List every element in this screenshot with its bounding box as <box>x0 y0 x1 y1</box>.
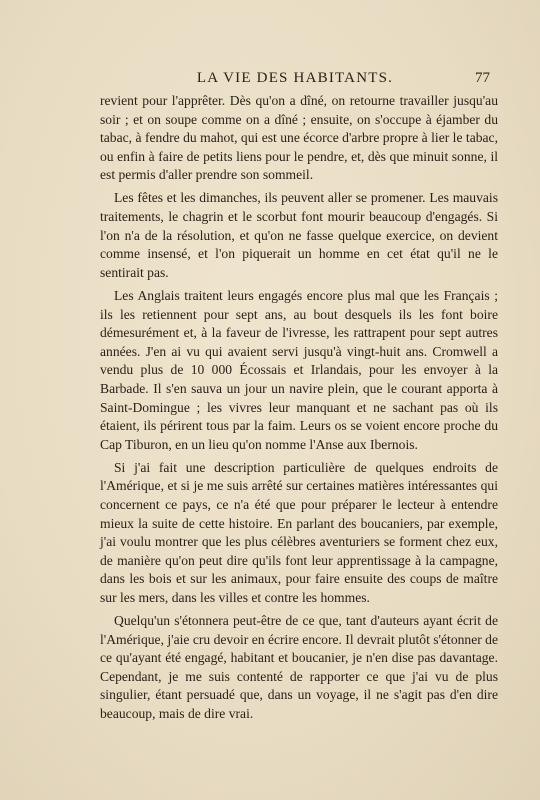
paragraph: revient pour l'apprêter. Dès qu'on a dîné, on retourne travailler jusqu'au soir ; et on soupe comme on a dîné ; ensuite, on s'occupe à éjamber du tabac, à fendre du mahot, qui est une écorce d'arbre propre à lier le tabac, ou enfin à faire de petits liens pour le pendre, et, dès que minuit sonne, il est permis d'aller prendre son sommeil. <box>100 93 498 183</box>
paragraph: Quelqu'un s'étonnera peut-être de ce que, tant d'auteurs ayant écrit de l'Amérique, j'aie cru devoir en écrire encore. Il devrait plutôt s'étonner de ce qu'ayant été engagé, habitant et boucanier, je n'en dise pas davantage. Cependant, je me suis contenté de rapporter ce que j'ai vu de plus singulier, étant persuadé que, dans un voyage, il ne s'agit pas d'en dire beaucoup, mais de dire vrai. <box>100 613 498 721</box>
body-text <box>100 92 498 728</box>
page-number: 77 <box>475 70 490 86</box>
running-head <box>100 70 490 88</box>
paragraph: Si j'ai fait une description particulière de quelques endroits de l'Amérique, et si je me suis arrêté sur certaines matières intéressantes qui concernent ce pays, ce n'a été que pour préparer le lecteur à entendre mieux la suite de cette histoire. En parlant des boucaniers, par exemple, j'ai voulu montrer que les plus célèbres aventuriers se forment chez eux, de manière qu'on peut dire qu'ils font leur apprentissage à la campagne, dans les bois et sur les animaux, pour faire ensuite des coups de maître sur les mers, dans les villes et contre les hommes. <box>100 459 498 605</box>
running-title: LA VIE DES HABITANTS. <box>196 70 394 86</box>
paragraph: Les fêtes et les dimanches, ils peuvent aller se promener. Les mauvais traitements, le chagrin et le scorbut font mourir beaucoup d'engagés. Si l'on n'a de la résolution, et qu'on ne fasse quelque exercice, on devient comme insensé, et l'on piquerait un homme en cet état qu'il ne le sentirait pas. <box>100 190 498 280</box>
paragraph: Les Anglais traitent leurs engagés encore plus mal que les Français ; ils les retiennent pour sept ans, au bout desquels ils les font boire démesurément et, à la faveur de l'ivresse, les rattrapent pour sept autres années. J'en ai vu qui avaient servi jusqu'à vingt-huit ans. Cromwell a vendu plus de 10 000 Écossais et Irlandais, pour les envoyer à la Barbade. Il s'en sauva un jour un navire plein, que le courant apporta à Saint-Domingue ; les vivres leur manquant et ne sachant pas où ils étaient, ils périrent tous par la faim. Leurs os se voient encore proche du Cap Tiburon, en un lieu qu'on nomme l'Anse aux Ibernois. <box>100 287 498 452</box>
